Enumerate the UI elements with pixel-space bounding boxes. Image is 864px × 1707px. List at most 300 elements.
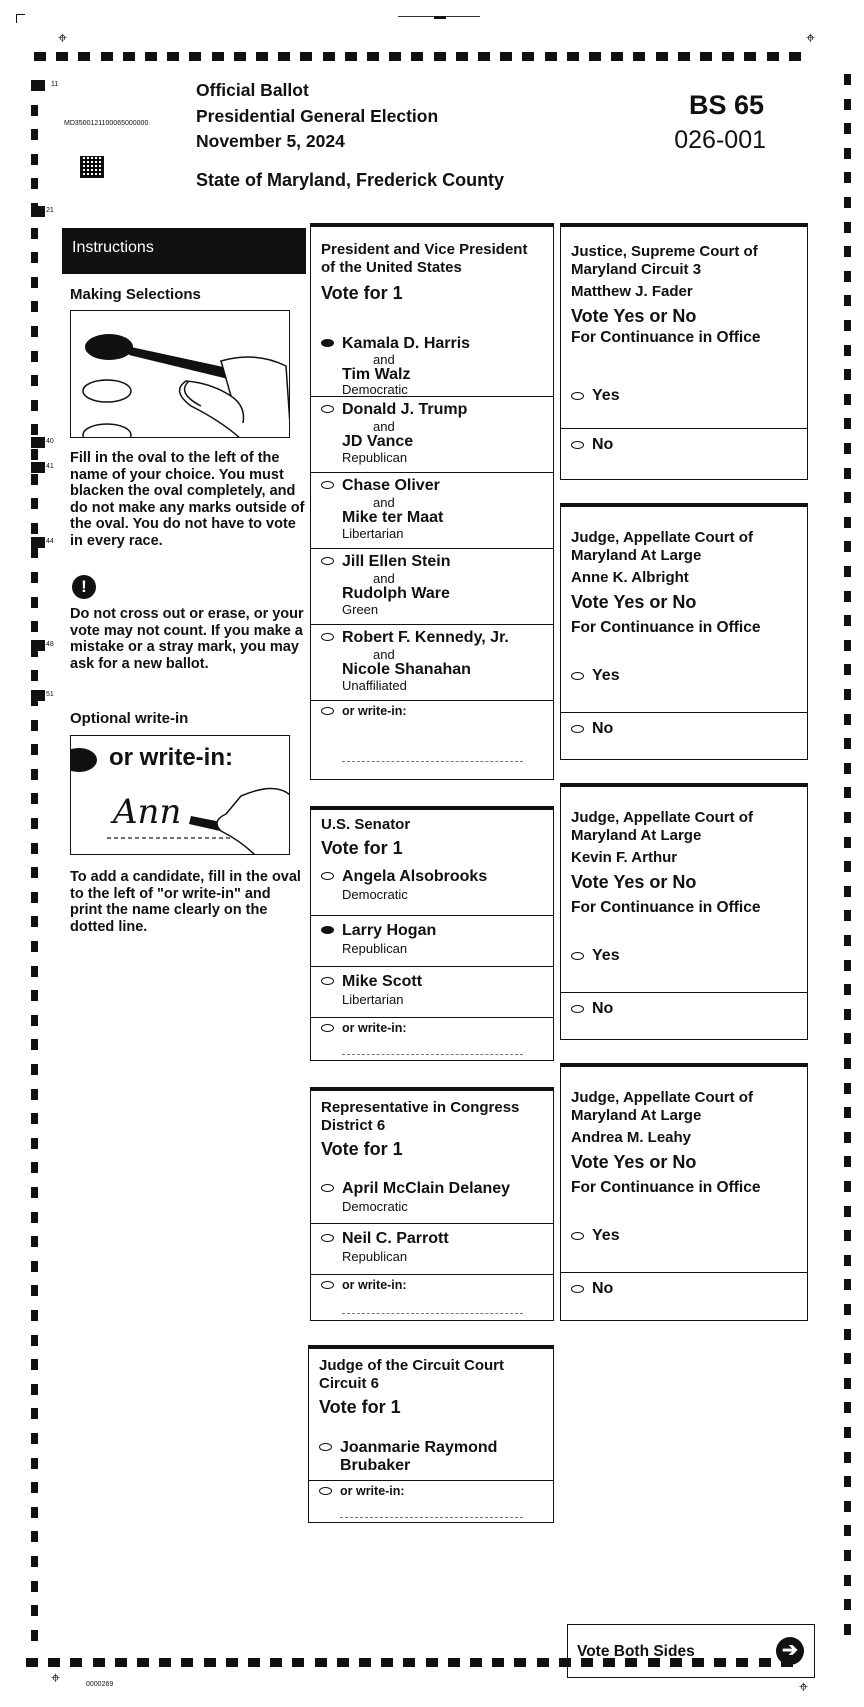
timing-mark xyxy=(70,1658,82,1667)
timing-mark xyxy=(844,566,851,577)
candidate-row[interactable] xyxy=(311,549,553,625)
timing-mark xyxy=(844,1550,851,1561)
no-row[interactable] xyxy=(561,713,807,761)
selection-oval[interactable] xyxy=(321,481,334,489)
timing-mark xyxy=(844,492,851,503)
timing-mark xyxy=(31,1482,38,1493)
timing-mark xyxy=(844,1525,851,1536)
timing-mark xyxy=(31,793,38,804)
timing-mark xyxy=(270,1658,282,1667)
writein-line[interactable] xyxy=(342,761,523,762)
qr-code xyxy=(80,156,104,178)
candidate-row[interactable] xyxy=(311,397,553,473)
selection-oval[interactable] xyxy=(571,725,584,733)
timing-mark xyxy=(31,1310,38,1321)
timing-mark xyxy=(31,154,38,165)
timing-mark xyxy=(844,935,851,946)
timing-mark xyxy=(189,52,201,61)
timing-mark xyxy=(31,277,38,288)
timing-mark xyxy=(844,541,851,552)
timing-mark xyxy=(56,52,68,61)
timing-mark xyxy=(678,52,690,61)
writein-label: or write-in: xyxy=(342,704,407,718)
candidate-name: Mike Scott xyxy=(342,973,423,990)
contest-president xyxy=(310,223,554,780)
timing-mark xyxy=(844,1329,851,1340)
continuance-label: For Continuance in Office xyxy=(571,899,761,916)
timing-mark xyxy=(137,1658,149,1667)
candidate-row[interactable] xyxy=(311,473,553,549)
timing-mark xyxy=(844,517,851,528)
candidate-row[interactable] xyxy=(311,322,553,397)
timing-mark xyxy=(567,52,579,61)
yes-label: Yes xyxy=(592,667,620,684)
writein-row[interactable] xyxy=(311,1275,553,1321)
timing-mark xyxy=(844,812,851,823)
vote-yes-no: Vote Yes or No xyxy=(571,306,697,326)
selection-oval[interactable] xyxy=(571,1232,584,1240)
timing-mark xyxy=(31,1433,38,1444)
timing-mark xyxy=(844,1378,851,1389)
continuance-label: For Continuance in Office xyxy=(571,619,761,636)
timing-mark xyxy=(844,787,851,798)
timing-mark xyxy=(31,990,38,1001)
party-label: Republican xyxy=(342,1249,408,1264)
timing-mark xyxy=(31,670,38,681)
writein-label: or write-in: xyxy=(342,1021,407,1035)
timing-mark xyxy=(844,1255,851,1266)
selection-oval[interactable] xyxy=(321,405,334,413)
timing-mark xyxy=(31,252,38,263)
selection-oval[interactable] xyxy=(321,633,334,641)
writein-example-label: or write-in: xyxy=(109,744,233,771)
timing-mark xyxy=(844,960,851,971)
timing-mark xyxy=(292,1658,304,1667)
timing-mark xyxy=(844,320,851,331)
timing-mark xyxy=(589,52,601,61)
ballot-title: Official Ballot xyxy=(196,80,309,100)
crosshair-bottom-right: ⌖ xyxy=(799,1679,809,1696)
vote-for: Vote for 1 xyxy=(319,1397,401,1417)
timing-mark xyxy=(31,129,38,140)
timing-mark xyxy=(31,1384,38,1395)
timing-mark xyxy=(767,52,779,61)
numbered-timing-mark xyxy=(31,690,45,701)
exclamation-icon: ! xyxy=(72,575,96,599)
timing-mark xyxy=(844,640,851,651)
timing-mark xyxy=(844,763,851,774)
contest-title: Judge, Appellate Court of Maryland At Large xyxy=(571,1089,753,1124)
selection-oval[interactable] xyxy=(321,1024,334,1032)
timing-mark xyxy=(844,1230,851,1241)
timing-mark xyxy=(31,547,38,558)
timing-mark xyxy=(844,99,851,110)
timing-mark xyxy=(844,222,851,233)
vote-yes-no: Vote Yes or No xyxy=(571,1152,697,1172)
timing-mark xyxy=(492,1658,504,1667)
selection-oval[interactable] xyxy=(321,1281,334,1289)
continuance-label: For Continuance in Office xyxy=(571,1179,761,1196)
judge-name: Anne K. Albright xyxy=(571,569,689,586)
timing-mark xyxy=(456,52,468,61)
timing-mark xyxy=(31,621,38,632)
contest-appellate-leahy xyxy=(560,1063,808,1321)
contest-congress xyxy=(310,1087,554,1321)
timing-mark xyxy=(31,1285,38,1296)
judge-name: Andrea M. Leahy xyxy=(571,1129,692,1146)
candidate-name: April McClain Delaney xyxy=(342,1180,511,1197)
timing-mark xyxy=(844,664,851,675)
timing-mark xyxy=(844,1009,851,1020)
yes-label: Yes xyxy=(592,387,620,404)
timing-mark xyxy=(500,52,512,61)
selection-oval[interactable] xyxy=(321,339,334,347)
party-label: Democratic xyxy=(342,887,408,902)
running-mate-name: JD Vance xyxy=(342,433,414,450)
timing-mark xyxy=(844,615,851,626)
add-candidate-instructions: To add a candidate, fill in the oval to the left of "or write-in" and print the name clearly on the dotted line. xyxy=(70,869,301,935)
arrow-right-icon: ➔ xyxy=(776,1637,804,1665)
selection-oval[interactable] xyxy=(571,672,584,680)
vote-yes-no: Vote Yes or No xyxy=(571,592,697,612)
candidate-name: Larry Hogan xyxy=(342,922,437,939)
contest-title: Judge, Appellate Court of Maryland At Large xyxy=(571,529,753,564)
election-date: November 5, 2024 xyxy=(196,131,345,151)
running-mate-name: Rudolph Ware xyxy=(342,585,450,602)
timing-mark xyxy=(31,474,38,485)
side-number: 40 xyxy=(46,438,54,445)
yes-row[interactable] xyxy=(561,1217,807,1273)
timing-mark xyxy=(844,738,851,749)
timing-mark xyxy=(31,1187,38,1198)
party-label: Libertarian xyxy=(342,992,404,1007)
timing-mark xyxy=(234,52,246,61)
timing-mark xyxy=(381,1658,393,1667)
selection-oval[interactable] xyxy=(321,1234,334,1242)
selection-oval[interactable] xyxy=(571,1005,584,1013)
continuance-label: For Continuance in Office xyxy=(571,329,761,346)
numbered-timing-mark xyxy=(31,640,45,651)
timing-mark xyxy=(26,1658,38,1667)
yes-row[interactable] xyxy=(561,937,807,993)
timing-mark xyxy=(434,52,446,61)
writein-row[interactable] xyxy=(311,1018,553,1062)
selection-oval[interactable] xyxy=(321,977,334,985)
contest-appellate-albright xyxy=(560,503,808,760)
vote-yes-no: Vote Yes or No xyxy=(571,872,697,892)
timing-mark xyxy=(844,1058,851,1069)
timing-mark xyxy=(31,1531,38,1542)
side-number: 41 xyxy=(46,463,54,470)
writein-illustration xyxy=(70,735,290,855)
timing-mark xyxy=(545,52,557,61)
no-label: No xyxy=(592,720,614,737)
contest-title: Representative in Congress District 6 xyxy=(321,1099,520,1134)
party-label: Unaffiliated xyxy=(342,678,407,693)
precinct-number: 026-001 xyxy=(674,126,766,154)
contest-circuit-judge xyxy=(308,1345,554,1523)
timing-mark xyxy=(844,1304,851,1315)
timing-mark xyxy=(31,916,38,927)
timing-mark xyxy=(844,1279,851,1290)
timing-mark xyxy=(248,1658,260,1667)
timing-mark xyxy=(315,1658,327,1667)
candidate-row[interactable] xyxy=(311,916,553,967)
timing-mark xyxy=(31,1089,38,1100)
timing-mark xyxy=(31,1507,38,1518)
and-label: and xyxy=(373,571,395,586)
timing-mark xyxy=(31,1359,38,1370)
contest-title: Judge, Appellate Court of Maryland At Large xyxy=(571,809,753,844)
candidate-name: Angela Alsobrooks xyxy=(342,868,488,885)
mistake-instructions: Do not cross out or erase, or your vote may not count. If you make a mistake or a stray mark, you may ask for a new ballot. xyxy=(70,606,304,672)
candidate-row[interactable] xyxy=(311,1174,553,1224)
timing-mark xyxy=(844,271,851,282)
timing-mark xyxy=(656,52,668,61)
party-label: Republican xyxy=(342,450,408,465)
timing-mark xyxy=(844,1427,851,1438)
timing-mark xyxy=(844,468,851,479)
timing-mark xyxy=(844,1599,851,1610)
yes-label: Yes xyxy=(592,1227,620,1244)
making-selections-heading: Making Selections xyxy=(70,286,201,303)
numbered-timing-mark xyxy=(31,462,45,473)
contest-title: President and Vice President of the United States xyxy=(321,241,528,276)
timing-mark xyxy=(31,400,38,411)
timing-mark xyxy=(31,375,38,386)
timing-mark xyxy=(844,148,851,159)
timing-mark xyxy=(212,52,224,61)
timing-mark xyxy=(323,52,335,61)
timing-mark xyxy=(31,1162,38,1173)
writein-row[interactable] xyxy=(311,701,553,777)
contest-title: Judge of the Circuit Court Circuit 6 xyxy=(319,1357,504,1392)
party-label: Democratic xyxy=(342,1199,408,1214)
writein-label: or write-in: xyxy=(342,1278,407,1292)
selection-oval[interactable] xyxy=(571,392,584,400)
and-label: and xyxy=(373,352,395,367)
writein-line[interactable] xyxy=(342,1054,523,1055)
writein-example-name: Ann xyxy=(113,792,182,832)
candidate-row[interactable] xyxy=(309,1433,553,1481)
no-label: No xyxy=(592,1000,614,1017)
timing-mark xyxy=(31,1236,38,1247)
timing-mark xyxy=(101,52,113,61)
selection-oval[interactable] xyxy=(319,1487,332,1495)
instructions-bar: Instructions xyxy=(62,228,306,274)
timing-mark xyxy=(31,1458,38,1469)
timing-mark xyxy=(844,123,851,134)
timing-mark xyxy=(31,424,38,435)
timing-mark xyxy=(844,886,851,897)
selection-oval[interactable] xyxy=(321,557,334,565)
timing-mark xyxy=(844,1402,851,1413)
timing-mark xyxy=(48,1658,60,1667)
timing-mark xyxy=(844,984,851,995)
timing-mark xyxy=(31,1113,38,1124)
side-number: 11 xyxy=(51,81,59,88)
numbered-timing-mark xyxy=(31,537,45,548)
timing-mark xyxy=(31,523,38,534)
timing-mark xyxy=(31,1408,38,1419)
timing-mark xyxy=(159,1658,171,1667)
fill-instructions: Fill in the oval to the left of the name of your choice. You must blacken the oval completely, and do not make any marks outside of the oval. You do not have to vote in every race. xyxy=(70,450,305,549)
writein-row[interactable] xyxy=(309,1481,553,1523)
timing-mark xyxy=(844,1452,851,1463)
top-center-tick xyxy=(434,16,446,19)
contest-senator xyxy=(310,806,554,1061)
side-number: 44 xyxy=(46,538,54,545)
selection-oval[interactable] xyxy=(571,1285,584,1293)
candidate-name: Jill Ellen Stein xyxy=(342,553,451,570)
timing-mark xyxy=(31,1015,38,1026)
timing-mark xyxy=(844,1353,851,1364)
election-name: Presidential General Election xyxy=(196,106,439,126)
timing-mark xyxy=(123,52,135,61)
crosshair-top-right: ⌖ xyxy=(806,30,816,47)
timing-mark xyxy=(844,1575,851,1586)
judge-name: Matthew J. Fader xyxy=(571,283,693,300)
timing-mark xyxy=(78,52,90,61)
candidate-row[interactable] xyxy=(311,1224,553,1275)
timing-mark xyxy=(722,52,734,61)
timing-mark xyxy=(31,105,38,116)
timing-mark xyxy=(31,1605,38,1616)
candidate-row[interactable] xyxy=(311,862,553,916)
fill-oval-illustration xyxy=(70,310,290,438)
timing-mark xyxy=(31,498,38,509)
party-label: Republican xyxy=(342,941,408,956)
timing-mark xyxy=(31,744,38,755)
contest-title: Justice, Supreme Court of Maryland Circuit 3 xyxy=(571,243,758,278)
timing-mark xyxy=(31,818,38,829)
candidate-row[interactable] xyxy=(311,625,553,701)
timing-mark xyxy=(256,52,268,61)
timing-mark xyxy=(522,52,534,61)
timing-mark xyxy=(514,1658,526,1667)
crosshair-top-left: ⌖ xyxy=(58,30,68,47)
timing-mark xyxy=(844,394,851,405)
timing-mark xyxy=(31,326,38,337)
timing-mark xyxy=(31,572,38,583)
corner-crop-mark xyxy=(16,14,25,23)
timing-mark xyxy=(844,1624,851,1635)
no-label: No xyxy=(592,436,614,453)
and-label: and xyxy=(373,647,395,662)
running-mate-name: Tim Walz xyxy=(342,366,411,383)
running-mate-name: Nicole Shanahan xyxy=(342,661,471,678)
timing-mark xyxy=(31,941,38,952)
contest-supreme-court xyxy=(560,223,808,480)
timing-mark xyxy=(744,52,756,61)
timing-mark xyxy=(31,351,38,362)
timing-mark xyxy=(145,52,157,61)
timing-mark xyxy=(844,197,851,208)
selection-oval[interactable] xyxy=(321,1184,334,1192)
yes-row[interactable] xyxy=(561,657,807,713)
optional-writein-heading: Optional write-in xyxy=(70,710,189,727)
timing-mark xyxy=(226,1658,238,1667)
timing-mark xyxy=(844,1156,851,1167)
timing-mark xyxy=(844,74,851,85)
timing-mark xyxy=(31,1335,38,1346)
timing-mark xyxy=(844,1132,851,1143)
contest-title: U.S. Senator xyxy=(321,816,411,833)
ballot-style: BS 65 xyxy=(688,90,764,120)
candidate-name: Joanmarie Raymond Brubaker xyxy=(340,1439,498,1474)
timing-mark xyxy=(633,52,645,61)
timing-mark xyxy=(31,1138,38,1149)
selection-oval[interactable] xyxy=(571,952,584,960)
timing-mark xyxy=(411,52,423,61)
timing-mark xyxy=(31,1581,38,1592)
timing-mark xyxy=(844,1181,851,1192)
side-number: 48 xyxy=(46,641,54,648)
selection-oval[interactable] xyxy=(571,441,584,449)
writein-line[interactable] xyxy=(342,1313,523,1314)
timing-mark xyxy=(470,1658,482,1667)
timing-mark xyxy=(844,837,851,848)
footer-code: 0000269 xyxy=(86,1681,114,1688)
selection-oval[interactable] xyxy=(319,1443,332,1451)
timing-mark xyxy=(844,345,851,356)
vote-for: Vote for 1 xyxy=(321,838,403,858)
contest-appellate-arthur xyxy=(560,783,808,1040)
yes-row[interactable] xyxy=(561,377,807,429)
candidate-name: Chase Oliver xyxy=(342,477,440,494)
timing-mark xyxy=(359,1658,371,1667)
timing-mark xyxy=(167,52,179,61)
candidate-name: Robert F. Kennedy, Jr. xyxy=(342,629,509,646)
timing-mark xyxy=(31,966,38,977)
selection-oval[interactable] xyxy=(321,926,334,934)
timing-mark xyxy=(300,52,312,61)
pen-filling-oval-icon xyxy=(71,311,290,438)
timing-mark xyxy=(31,1630,38,1641)
selection-oval[interactable] xyxy=(321,872,334,880)
timing-mark xyxy=(31,178,38,189)
timing-mark xyxy=(31,892,38,903)
numbered-timing-mark xyxy=(31,437,45,448)
running-mate-name: Mike ter Maat xyxy=(342,509,444,526)
timing-mark xyxy=(844,861,851,872)
timing-mark xyxy=(31,720,38,731)
timing-mark xyxy=(844,910,851,921)
no-row[interactable] xyxy=(561,429,807,479)
selection-oval[interactable] xyxy=(321,707,334,715)
party-label: Democratic xyxy=(342,382,408,397)
party-label: Libertarian xyxy=(342,526,404,541)
crosshair-bottom-left: ⌖ xyxy=(51,1670,61,1687)
side-number: 21 xyxy=(46,207,54,214)
candidate-name: Donald J. Trump xyxy=(342,401,468,418)
yes-label: Yes xyxy=(592,947,620,964)
candidate-row[interactable] xyxy=(311,967,553,1018)
no-row[interactable] xyxy=(561,1273,807,1321)
timing-mark xyxy=(115,1658,127,1667)
timing-mark xyxy=(700,52,712,61)
timing-mark xyxy=(844,172,851,183)
timing-mark xyxy=(844,1206,851,1217)
writein-line[interactable] xyxy=(340,1517,523,1518)
timing-mark xyxy=(844,1107,851,1118)
timing-mark xyxy=(31,597,38,608)
timing-mark xyxy=(844,591,851,602)
timing-mark xyxy=(844,246,851,257)
timing-mark xyxy=(844,443,851,454)
timing-mark xyxy=(204,1658,216,1667)
no-row[interactable] xyxy=(561,993,807,1041)
